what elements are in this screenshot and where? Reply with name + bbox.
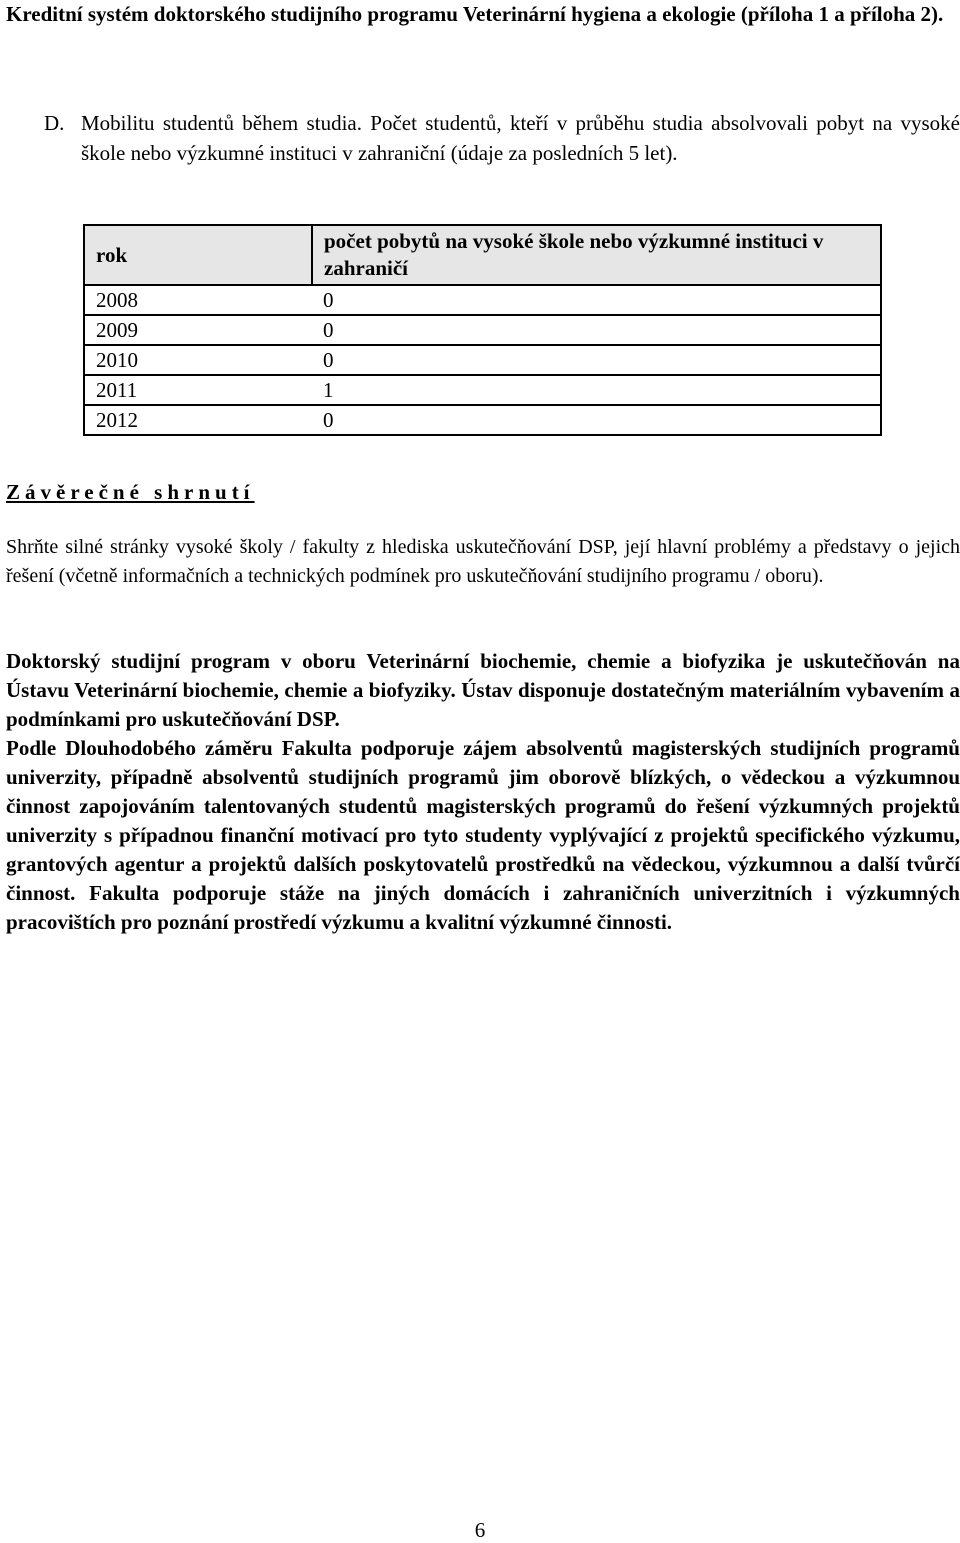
- intro-paragraph: Kreditní systém doktorského studijního programu Veterinární hygiena a ekologie (příloha 1 a příloha 2).: [6, 2, 944, 26]
- table-cell-year: 2008: [84, 285, 312, 315]
- table-cell-year: 2011: [84, 375, 312, 405]
- table-cell-count: 0: [312, 285, 881, 315]
- summary-paragraph: Podle Dlouhodobého záměru Fakulta podporuje zájem absolventů magisterských studijních programů univerzity, případně absolventů studijních programů jim oborově blízkých, o vědeckou a výzkumnou činnost zapojováním talentovaných studentů magisterských programů do řešení výzkumných projektů univerzity s případnou finanční motivací pro tyto studenty vyplývající z projektů specifického výzkumu, grantových agentur a projektů dalších poskytovatelů prostředků na vědeckou, výzkumnou a další tvůrčí činnost. Fakulta podporuje stáže na jiných domácích i zahraničních univerzitních i výzkumných pracovištích pro poznání prostředí výzkumu a kvalitní výzkumné činnosti.: [6, 736, 960, 934]
- table-row: [84, 405, 881, 435]
- table-cell-year: 2012: [84, 405, 312, 435]
- table-header-year: rok: [84, 225, 312, 285]
- section-d: [44, 108, 960, 168]
- table-cell-count: 0: [312, 405, 881, 435]
- table-row: [84, 285, 881, 315]
- table-row: [84, 315, 881, 345]
- table-header-row: [84, 225, 881, 285]
- table-cell-count: 1: [312, 375, 881, 405]
- summary-body: [6, 647, 960, 937]
- section-d-label: D.: [44, 111, 65, 135]
- table-cell-count: 0: [312, 345, 881, 375]
- table-header-count: počet pobytů na vysoké škole nebo výzkumné instituci v zahraničí: [312, 225, 881, 285]
- table-row: [84, 375, 881, 405]
- summary-intro: Shrňte silné stránky vysoké školy / fakulty z hlediska uskutečňování DSP, její hlavní problémy a představy o jejich řešení (včetně informačních a technických podmínek pro uskutečňování studijního programu / oboru).: [6, 536, 960, 587]
- table-cell-count: 0: [312, 315, 881, 345]
- mobility-table: [83, 224, 882, 436]
- page-number: 6: [474, 1518, 486, 1542]
- summary-paragraph: Doktorský studijní program v oboru Veterinární biochemie, chemie a biofyzika je uskutečňován na Ústavu Veterinární biochemie, chemie a biofyziky. Ústav disponuje dostatečným materiálním vybavením a podmínkami pro uskutečňování DSP.: [6, 649, 960, 731]
- summary-heading: Závěrečné shrnutí: [6, 480, 255, 504]
- section-d-text: Mobilitu studentů během studia. Počet studentů, kteří v průběhu studia absolvovali pobyt na vysoké škole nebo výzkumné instituci v zahraniční (údaje za posledních 5 let).: [81, 111, 960, 165]
- table-cell-year: 2010: [84, 345, 312, 375]
- table-cell-year: 2009: [84, 315, 312, 345]
- table-row: [84, 345, 881, 375]
